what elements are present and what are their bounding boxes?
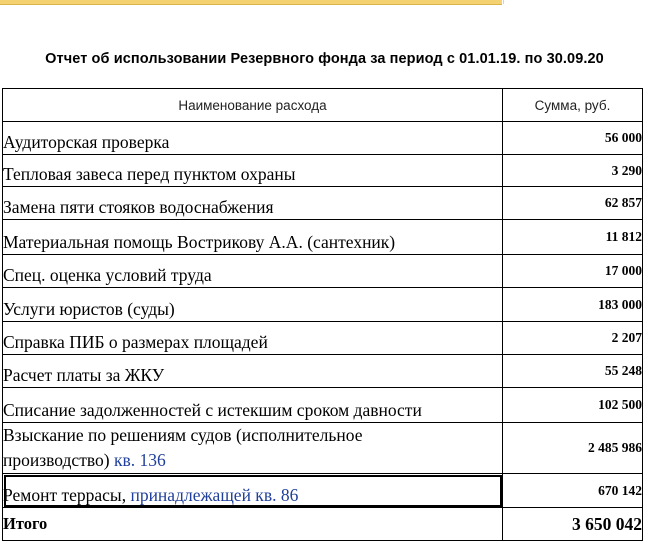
expense-sum-cell[interactable]: 2 207	[503, 322, 643, 355]
total-row	[3, 508, 643, 541]
expense-table	[2, 88, 643, 541]
table-row	[3, 388, 643, 423]
expense-name-cell[interactable]: Тепловая завеса перед пунктом охраны	[3, 155, 503, 187]
header-row	[3, 89, 643, 122]
expense-name-text: Ремонт террасы,	[3, 485, 127, 505]
table-row	[3, 187, 643, 220]
selected-cell-edge[interactable]	[0, 0, 502, 5]
grid-line	[503, 0, 504, 4]
total-sum-cell[interactable]: 3 650 042	[503, 508, 643, 541]
table-row	[3, 122, 643, 155]
table-row	[3, 155, 643, 187]
sheet-top-strip	[0, 0, 649, 4]
expense-name-cell[interactable]: Замена пяти стояков водоснабжения	[3, 187, 503, 220]
expense-sum-cell[interactable]: 102 500	[503, 388, 643, 423]
column-header-name[interactable]: Наименование расхода	[3, 89, 503, 122]
expense-name-cell[interactable]: Материальная помощь Вострикову А.А. (сантехник)	[3, 220, 503, 255]
expense-name-line: Взыскание по решениям судов (исполнительное	[3, 425, 363, 445]
expense-sum-cell[interactable]: 183 000	[503, 288, 643, 322]
report-title: Отчет об использовании Резервного фонда за период с 01.01.19. по 30.09.20	[45, 51, 604, 67]
expense-name-cell[interactable]: Справка ПИБ о размерах площадей	[3, 322, 503, 355]
expense-name-cell[interactable]: Списание задолженностей с истекшим сроком давности	[3, 388, 503, 423]
table-row	[3, 322, 643, 355]
expense-name-cell[interactable]: Услуги юристов (суды)	[3, 288, 503, 322]
table-row	[3, 288, 643, 322]
expense-name-line: производство)	[3, 450, 110, 470]
expense-sum-cell[interactable]: 2 485 986	[503, 423, 643, 474]
expense-name-cell[interactable]: Спец. оценка условий труда	[3, 255, 503, 288]
expense-name-cell[interactable]: Расчет платы за ЖКУ	[3, 355, 503, 388]
expense-name-cell-selected[interactable]	[3, 474, 503, 508]
apartment-link[interactable]: кв. 136	[113, 450, 166, 470]
expense-sum-cell[interactable]: 3 290	[503, 155, 643, 187]
table-row	[3, 255, 643, 288]
expense-sum-cell[interactable]: 62 857	[503, 187, 643, 220]
table-row	[3, 423, 643, 474]
expense-sum-cell[interactable]: 56 000	[503, 122, 643, 155]
apartment-link[interactable]: принадлежащей кв. 86	[130, 485, 299, 505]
total-label-cell[interactable]: Итого	[3, 508, 503, 541]
expense-name-cell[interactable]: Аудиторская проверка	[3, 122, 503, 155]
expense-sum-cell[interactable]: 55 248	[503, 355, 643, 388]
expense-sum-cell[interactable]: 670 142	[503, 474, 643, 508]
table-row	[3, 220, 643, 255]
expense-sum-cell[interactable]: 17 000	[503, 255, 643, 288]
table-row	[3, 355, 643, 388]
expense-sum-cell[interactable]: 11 812	[503, 220, 643, 255]
column-header-sum[interactable]: Сумма, руб.	[503, 89, 643, 122]
expense-name-cell[interactable]	[3, 423, 503, 474]
table-row	[3, 474, 643, 508]
